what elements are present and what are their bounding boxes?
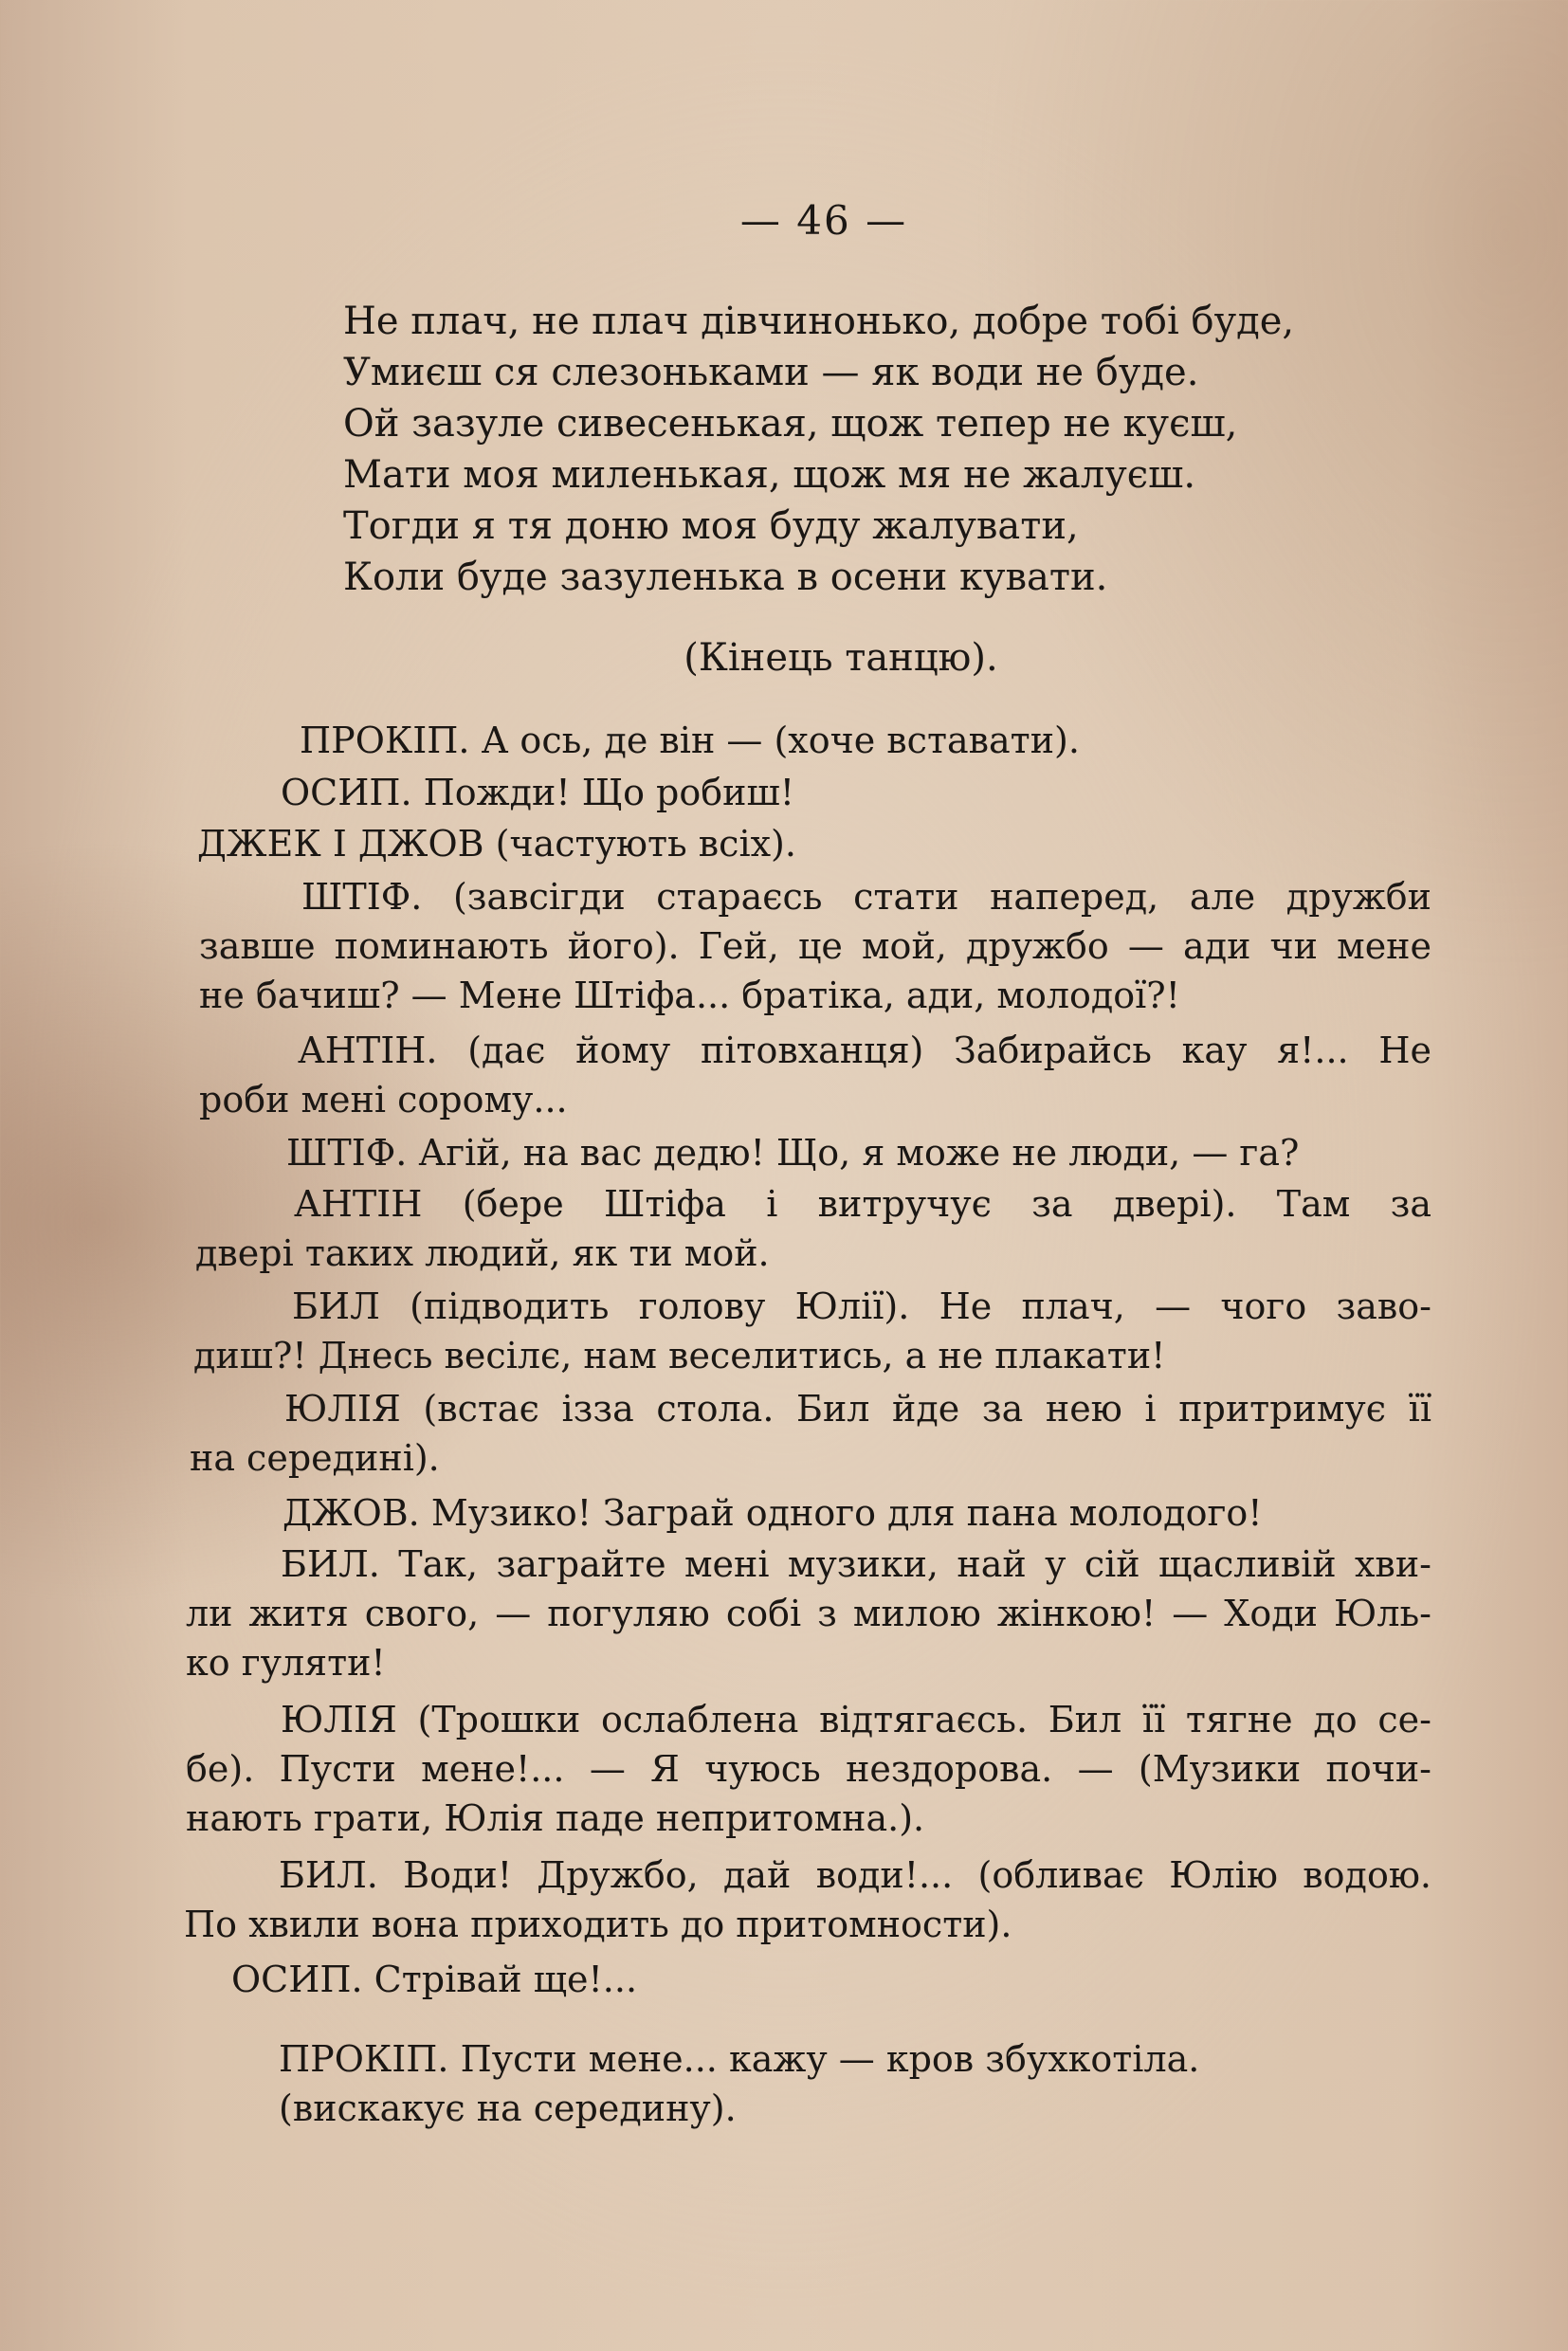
dialogue-osyp-1: [186, 768, 1431, 817]
text-line: (вискакує на середину).: [279, 2087, 737, 2129]
text-line: ли житя свого, — погуляю собі з милою жінкою! — Ходи Юль-: [186, 1593, 1431, 1634]
dialogue-byl-2: [186, 1540, 1431, 1687]
text-line: По хвили вона приходить до притомности).: [184, 1904, 1012, 1945]
text-line: ЮЛІЯ (встає ізза стола. Бил йде за нею і притримує її: [284, 1388, 1431, 1430]
verse-line: Коли буде зазуленька в осени кувати.: [343, 556, 1108, 599]
text-line: ДЖЕК І ДЖОВ (частують всіх).: [197, 823, 796, 865]
verse-line: Ой зазуле сивесенькая, щож тепер не куєш,: [343, 402, 1238, 446]
text-line: АНТІН (бере Штіфа і витручує за двері). Там за: [294, 1183, 1431, 1225]
text-line: бе). Пусти мене!... — Я чуюсь нездорова. — (Музики почи-: [186, 1748, 1431, 1790]
text-line: ПРОКІП. Пусти мене... кажу — кров збухкотіла.: [279, 2038, 1200, 2080]
dialogue-antin-1: [199, 1026, 1431, 1124]
text-line: нають грати, Юлія паде непритомна.).: [186, 1797, 925, 1839]
text-line: не бачиш? — Мене Штіфа... братіка, ади, молодої?!: [199, 975, 1180, 1016]
text-line: двері таких людий, як ти мой.: [195, 1232, 770, 1274]
song-verse: [343, 296, 1294, 603]
dialogue-shtif-1: [199, 872, 1431, 1020]
text-line: ко гуляти!: [186, 1642, 386, 1684]
text-line: ДЖОВ. Музико! Заграй одного для пана молодого!: [283, 1492, 1263, 1534]
verse-line: Мати моя миленькая, щож мя не жалуєш.: [343, 453, 1196, 497]
dialogue-byl-3: [184, 1850, 1431, 1949]
dialogue-jove-1: [190, 1488, 1431, 1538]
text-line: ЮЛІЯ (Трошки ослаблена відтягаєсь. Бил її тягне до се-: [281, 1699, 1431, 1740]
text-line: ОСИП. Стрівай ще!...: [231, 1959, 638, 2000]
text-line: БИЛ (підводить голову Юлії). Не плач, — чого заво-: [292, 1285, 1431, 1327]
text-line: БИЛ. Води! Дружбо, дай води!... (обливає Юлію водою.: [279, 1854, 1431, 1896]
text-line: ОСИП. Пожди! Що робиш!: [281, 772, 795, 813]
dialogue-byl-1: [193, 1282, 1431, 1380]
stage-direction: (Кінець танцю).: [684, 636, 998, 680]
text-line: ШТІФ. Агій, на вас дедю! Що, я може не люди, — га?: [286, 1132, 1300, 1174]
dialogue-antin-2: [195, 1179, 1431, 1278]
verse-line: Умиєш ся слезоньками — як води не буде.: [343, 351, 1199, 394]
dialogue-shtif-2: [199, 1128, 1431, 1177]
verse-line: Не плач, не плач дівчинонько, добре тобі буде,: [343, 300, 1295, 343]
dialogue-prokip-1: [186, 716, 1431, 765]
text-line: на середині).: [190, 1437, 440, 1479]
dialogue-osyp-2: [184, 1955, 1431, 2004]
text-line: завше поминають його). Гей, це мой, дружбо — ади чи мене: [199, 925, 1431, 967]
text-line: ПРОКІП. А ось, де він — (хоче вставати).: [300, 720, 1080, 761]
dialogue-yuliya-1: [190, 1384, 1431, 1483]
dialogue-yuliya-2: [186, 1695, 1431, 1843]
dialogue-prokip-2: [184, 2034, 1431, 2133]
text-line: АНТІН. (дає йому пітовханця) Забирайсь кау я!... Не: [298, 1030, 1431, 1071]
text-line: диш?! Днесь весілє, нам веселитись, а не плакати!: [193, 1335, 1166, 1376]
dialogue-jack-and-jove: [197, 819, 1443, 868]
verse-line: Тогди я тя доню моя буду жалувати,: [343, 504, 1079, 548]
text-line: БИЛ. Так, заграйте мені музики, най у сій щасливій хви-: [281, 1543, 1431, 1585]
text-line: ШТІФ. (завсігди стараєсь стати наперед, але дружби: [301, 876, 1431, 918]
text-line: роби мені сорому...: [199, 1079, 568, 1121]
page-number: — 46 —: [739, 197, 908, 244]
